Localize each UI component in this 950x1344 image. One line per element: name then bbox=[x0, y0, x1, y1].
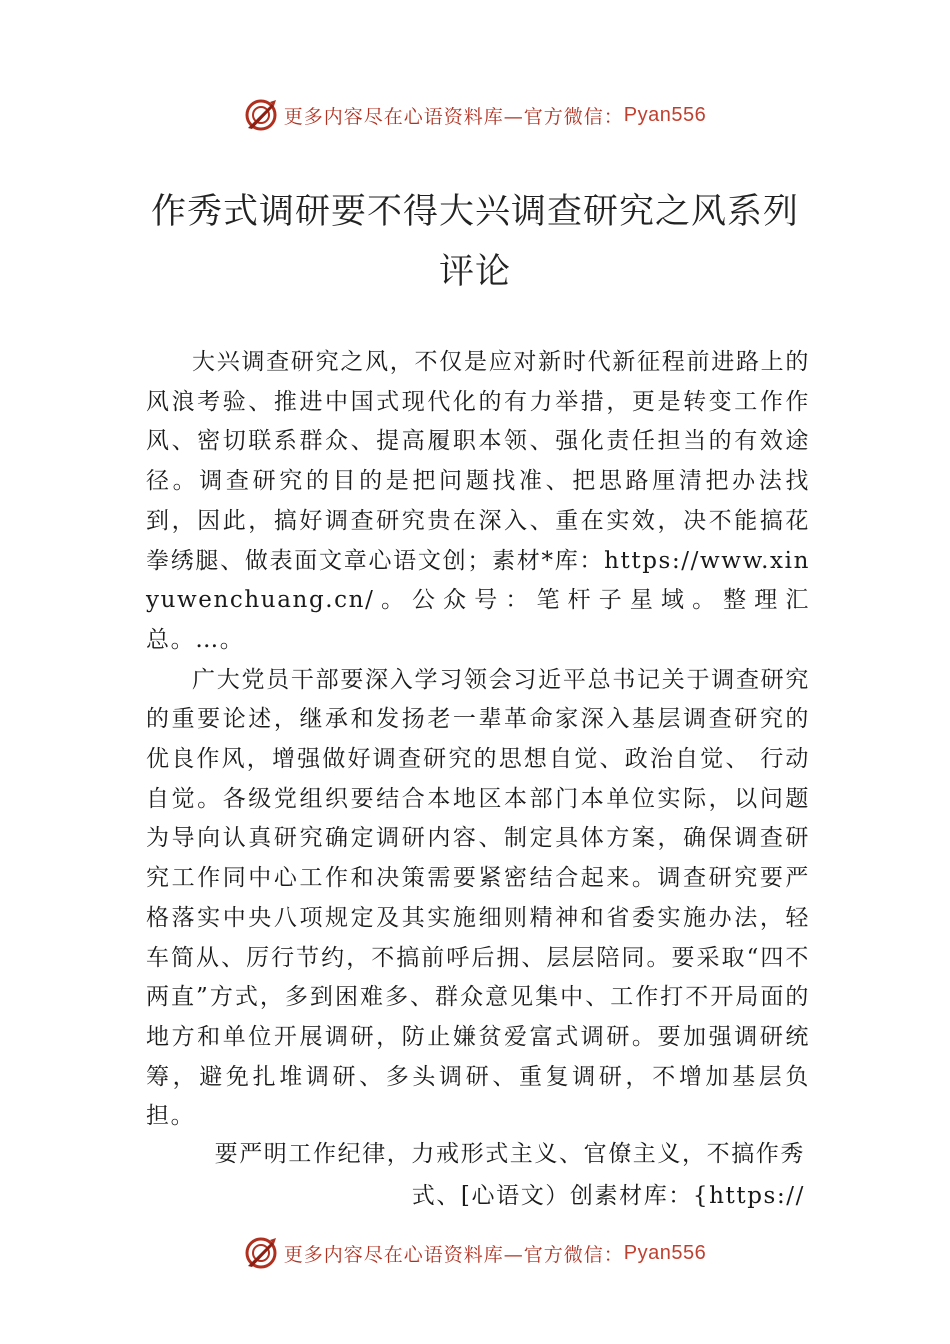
tail-line-1: 要严明工作纪律，力戒形式主义、官僚主义，不搞作秀 bbox=[214, 1141, 805, 1167]
paragraph-1: 大兴调查研究之风，不仅是应对新时代新征程前进路上的风浪考验、推进中国式现代化的有力举措，更是转变工作作风、密切联系群众、提高履职本领、强化责任担当的有效途径。调查研究的目的是把问题找准、把思路厘清把办法找到，因此，搞好调查研究贵在深入、重在实效，决不能搞花拳绣腿、做表面文章心语文创；素材*库：https://www.xinyuwenchuang.cn/。公众号：笔杆子星域。整理汇总。…。 bbox=[146, 349, 810, 653]
watermark-banner-bottom bbox=[0, 1233, 950, 1273]
tail-line-2: 式、[心语文）创素材库：{https:// bbox=[411, 1183, 805, 1209]
document-tail bbox=[205, 1133, 805, 1217]
document-title bbox=[130, 182, 820, 302]
title-line-1: 作秀式调研要不得大兴调查研究之风系列 bbox=[150, 192, 799, 232]
paragraph-2: 广大党员干部要深入学习领会习近平总书记关于调查研究的重要论述，继承和发扬老一辈革命家深入基层调查研究的优良作风，增强做好调查研究的思想自觉、政治自觉、 行动自觉。各级党组织要结合本地区本部门本单位实际，以问题为导向认真研究确定调研内容、制定具体方案，确保调查研究工作同中心工作和决策需要紧密结合起来。调查研究要严格落实中央八项规定及其实施细则精神和省委实施办法，轻车简从、厉行节约，不搞前呼后拥、层层陪同。要采取“四不两直”方式，多到困难多、群众意见集中、工作打不开局面的地方和单位开展调研，防止嫌贫爱富式调研。要加强调研统筹，避免扎堆调研、多头调研、重复调研，不增加基层负担。 bbox=[146, 666, 810, 1130]
watermark-text: 更多内容尽在心语资料库—官方微信： bbox=[283, 105, 624, 128]
watermark-banner-top bbox=[0, 95, 950, 135]
title-line-2: 评论 bbox=[438, 252, 511, 292]
watermark-wechat-id: Pyan556 bbox=[623, 1241, 707, 1264]
document-body bbox=[146, 343, 810, 1137]
watermark-text: 更多内容尽在心语资料库—官方微信： bbox=[283, 1243, 624, 1266]
watermark-wechat-id: Pyan556 bbox=[623, 103, 707, 126]
quill-logo-icon bbox=[244, 98, 278, 132]
quill-logo-icon bbox=[244, 1236, 278, 1270]
